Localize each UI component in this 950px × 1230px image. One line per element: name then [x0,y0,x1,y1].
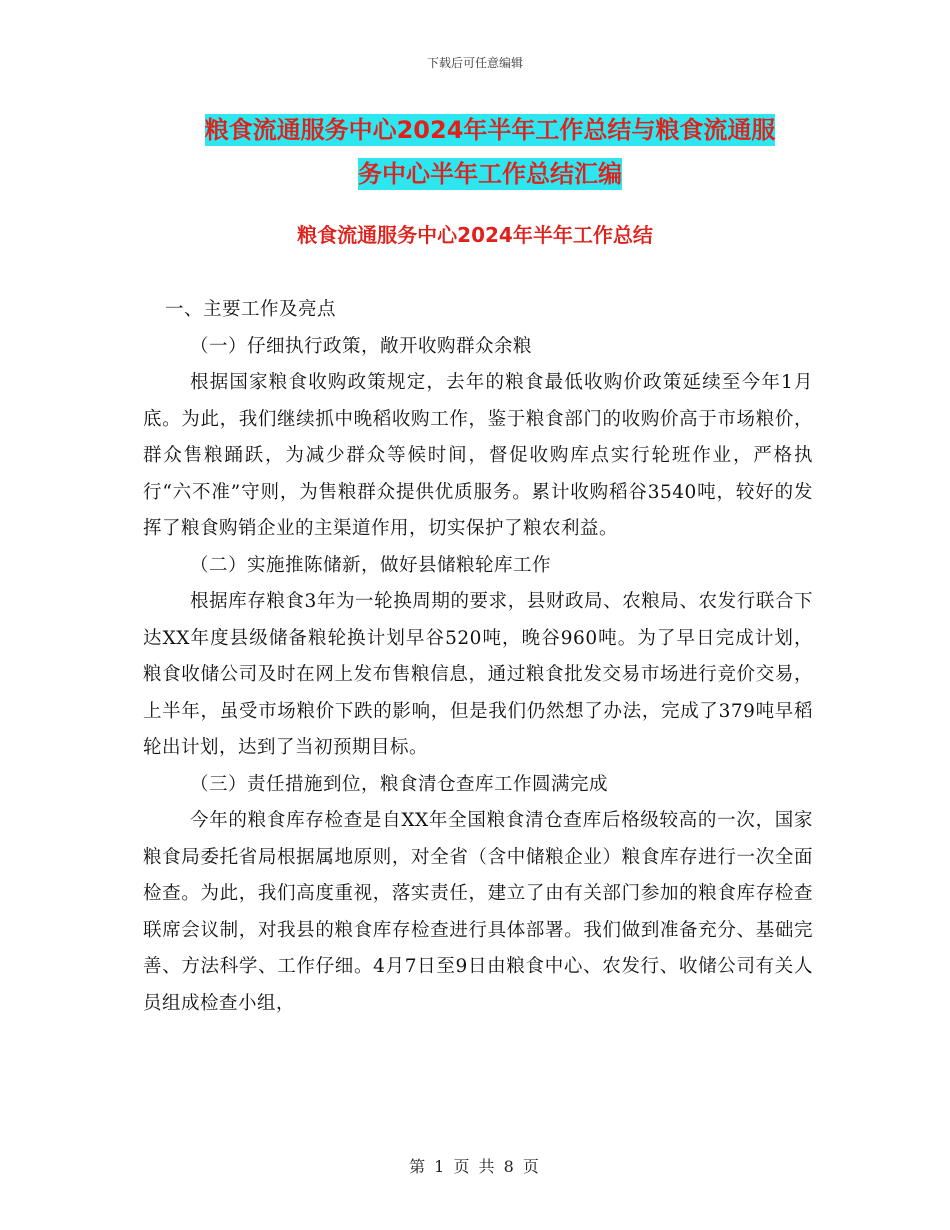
paragraph-item-1: 根据国家粮食收购政策规定，去年的粮食最低收购价政策延续至今年1月底。为此，我们继续抓中晚稻收购工作，鉴于粮食部门的收购价高于市场粮价，群众售粮踊跃，为减少群众等候时间，督促收购库点实行轮班作业，严格执行“六不准”守则，为售粮群众提供优质服务。累计收购稻谷3540吨，较好的发挥了粮食购销企业的主渠道作用，切实保护了粮农利益。 [143,372,813,539]
section-title: 粮食流通服务中心2024年半年工作总结 [297,223,653,247]
paragraph-item-3: 今年的粮食库存检查是自XX年全国粮食清仓查库后格级较高的一次，国家粮食局委托省局根据属地原则，对全省（含中储粮企业）粮食库存进行一次全面检查。为此，我们高度重视，落实责任，建立了由有关部门参加的粮食库存检查联席会议制，对我县的粮食库存检查进行具体部署。我们做到准备充分、基础完善、方法科学、工作仔细。4月7日至9日由粮食中心、农发行、收储公司有关人员组成检查小组， [143,810,813,1014]
heading-item-1: （一）仔细执行政策，敞开收购群众余粮 [190,335,533,357]
heading-main-work: 一、主要工作及亮点 [165,299,337,320]
paragraph-item-2: 根据库存粮食3年为一轮换周期的要求，县财政局、农粮局、农发行联合下达XX年度县级储备粮轮换计划早谷520吨，晚谷960吨。为了早日完成计划，粮食收储公司及时在网上发布售粮信息，通过粮食批发交易市场进行竞价交易，上半年，虽受市场粮价下跌的影响，但是我们仍然想了办法，完成了379吨早稻轮出计划，达到了当初预期目标。 [143,591,813,758]
heading-item-2: （二）实施推陈储新，做好县储粮轮库工作 [190,554,552,576]
document-body [143,292,813,1022]
heading-item-3: （三）责任措施到位，粮食清仓查库工作圆满完成 [190,773,609,795]
main-title-line2: 务中心半年工作总结汇编 [358,160,622,188]
main-title-line1: 粮食流通服务中心2024年半年工作总结与粮食流通服 [204,116,776,144]
page-header-note: 下载后可任意编辑 [426,56,523,70]
page-footer: 第 1 页 共 8 页 [409,1157,541,1176]
document-main-title [140,108,840,196]
